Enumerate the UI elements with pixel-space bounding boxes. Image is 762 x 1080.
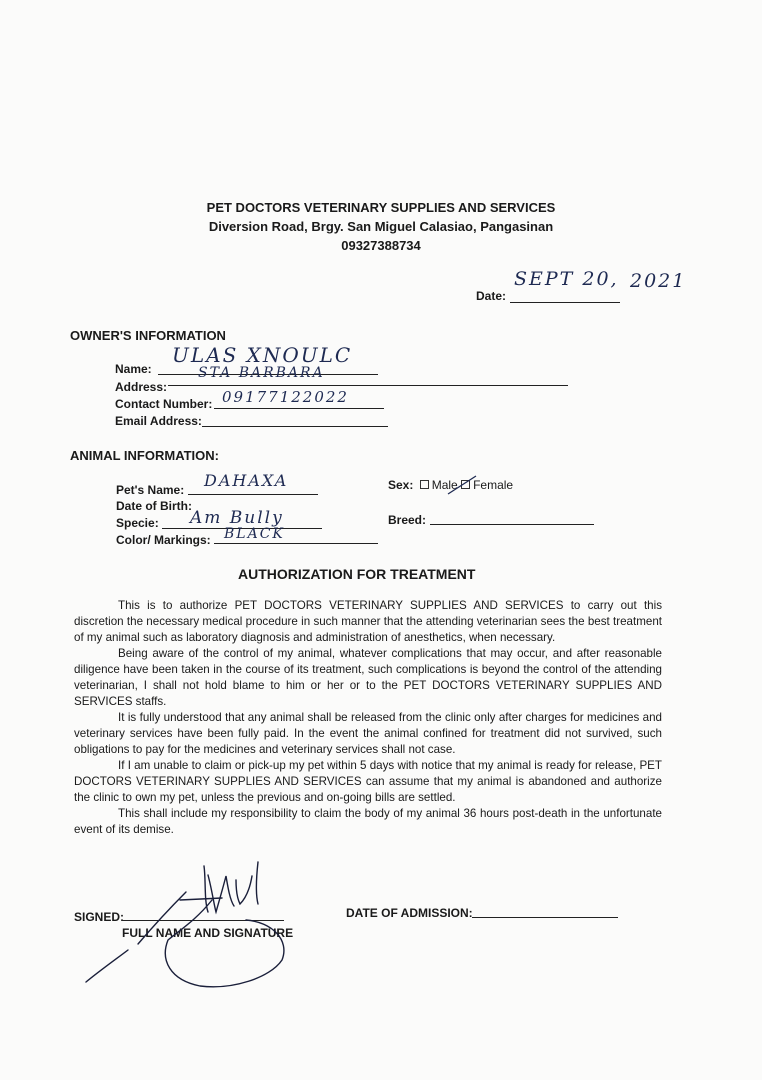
paragraph-1: This is to authorize PET DOCTORS VETERINARY SUPPLIES AND SERVICES to carry out this discretion the necessary medical procedure in such manner that the attending veterinarian sees the best treatment of my animal such as laboratory diagnosis and administration of anesthetics, when necessary. <box>74 599 662 644</box>
owner-name-value: ULAS XNOULC <box>172 343 353 367</box>
company-name: PET DOCTORS VETERINARY SUPPLIES AND SERVICES <box>206 200 556 215</box>
signed-label: SIGNED: <box>74 910 125 924</box>
owner-name-label: Name: <box>115 362 152 376</box>
paragraph-4: If I am unable to claim or pick-up my pet within 5 days with notice that my animal is ready for release, PET DOCTORS VETERINARY SUPPLIES AND SERVICES can assume that my animal is abandoned and authorize the clinic to own my pet, unless the previous and on-going bills are settled. <box>74 759 662 804</box>
male-option-label: Male <box>431 478 458 492</box>
color-markings-value: BLACK <box>224 526 285 542</box>
company-phone: 09327388734 <box>341 238 421 253</box>
year-handwritten: 2021 <box>630 270 687 292</box>
company-address: Diversion Road, Brgy. San Miguel Calasiao, Pangasinan <box>208 219 554 234</box>
pet-name-value: DAHAXA <box>204 471 289 490</box>
animal-section-title: ANIMAL INFORMATION: <box>70 448 219 463</box>
female-option-label: Female <box>473 478 514 492</box>
date-of-admission-label: DATE OF ADMISSION: <box>346 906 473 920</box>
paragraph-3: It is fully understood that any animal shall be released from the clinic only after charges for medicines and veterinary services have been fully paid. In the event the animal confined for treatment did not survived, such obligations to pay for the medicines and veterinary services shall not case. <box>74 711 662 756</box>
sex-label: Sex: <box>388 478 414 492</box>
date-of-birth-label: Date of Birth: <box>116 499 192 513</box>
color-markings-label: Color/ Markings: <box>116 533 211 547</box>
owner-address-value: STA BARBARA <box>198 365 325 381</box>
pet-name-label: Pet's Name: <box>116 483 185 497</box>
email-label: Email Address: <box>115 414 202 428</box>
full-name-signature-label: FULL NAME AND SIGNATURE <box>122 926 294 940</box>
owner-address-label: Address: <box>115 380 168 394</box>
authorization-title: AUTHORIZATION FOR TREATMENT <box>238 566 476 582</box>
paragraph-5: This shall include my responsibility to claim the body of my animal 36 hours post-death in the unfortunate event of its demise. <box>74 807 662 836</box>
paragraph-2: Being aware of the control of my animal, whatever complications that may occur, and after reasonable diligence have been taken in the course of its treatment, such complications is beyond the control of the attending veterinarian, I shall not hold blame to him or her or to the PET DOCTORS VETERINARY SUPPLIES AND SERVICES staffs. <box>74 647 662 708</box>
breed-label: Breed: <box>388 513 427 527</box>
contact-number-label: Contact Number: <box>115 397 213 411</box>
date-label: Date: <box>476 289 507 303</box>
specie-label: Specie: <box>116 516 159 530</box>
specie-value: Am Bully <box>190 508 284 528</box>
date-handwritten: SEPT 20, <box>514 268 619 290</box>
contact-number-value: 09177122022 <box>222 388 349 406</box>
owner-section-title: OWNER'S INFORMATION <box>70 328 226 343</box>
